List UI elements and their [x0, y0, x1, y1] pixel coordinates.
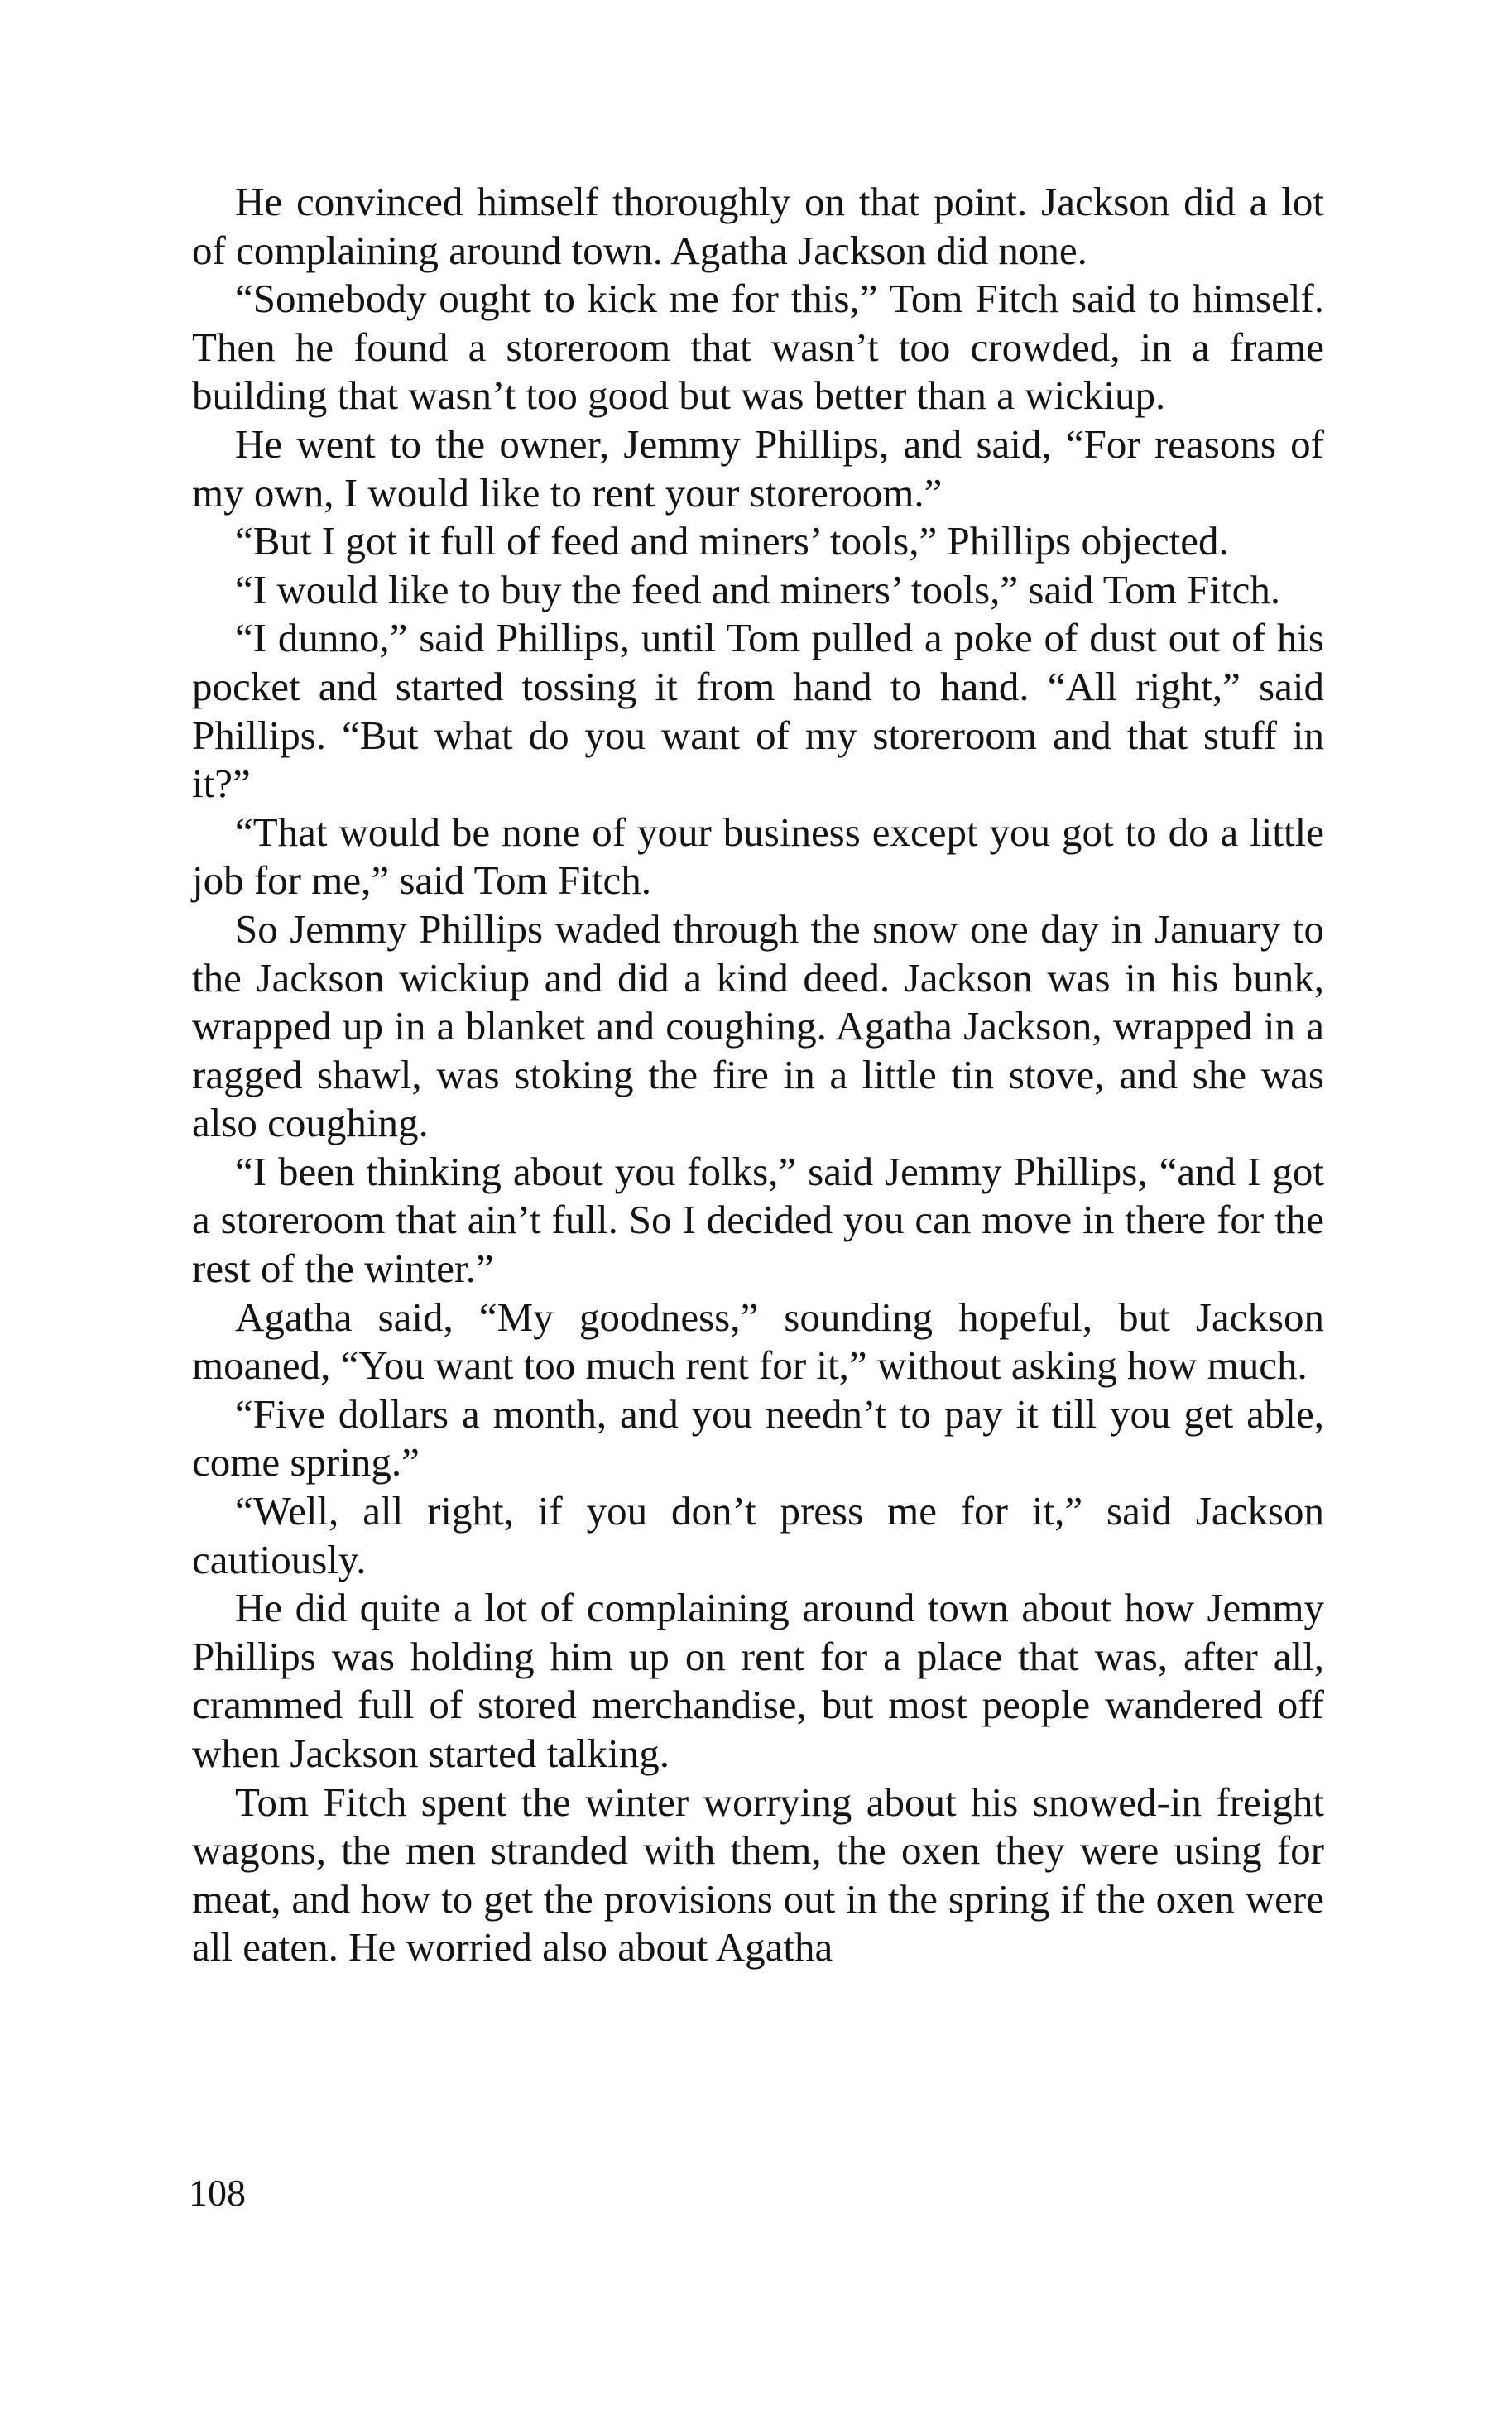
paragraph-7: “That would be none of your business except you got to do a little job for me,” said Tom Fitch. — [192, 809, 1324, 904]
paragraph-11: “Five dollars a month, and you needn’t to pay it till you get able, come spring.” — [192, 1390, 1324, 1486]
paragraph-9: “I been thinking about you folks,” said Jemmy Phillips, “and I got a storeroom that ain’t full. So I decided you can move in there for the rest of the winter.” — [192, 1148, 1324, 1292]
paragraph-5: “I would like to buy the feed and miners’ tools,” said Tom Fitch. — [235, 566, 1281, 612]
paragraph-13: He did quite a lot of complaining around town about how Jemmy Phillips was holding him up on rent for a place that was, after all, crammed full of stored merchandise, but most people wandered off when Jackson started talking. — [192, 1585, 1324, 1776]
paragraph-4: “But I got it full of feed and miners’ tools,” Phillips objected. — [235, 518, 1229, 564]
paragraph-8: So Jemmy Phillips waded through the snow one day in January to the Jackson wickiup and did a kind deed. Jackson was in his bunk, wrapped up in a blanket and coughing. Agatha Jackson, wrapped in a ragged shawl, was stoking the fire in a little tin stove, and she was also coughing. — [192, 905, 1324, 1146]
body-text — [192, 178, 1324, 1972]
paragraph-12: “Well, all right, if you don’t press me for it,” said Jackson cautiously. — [192, 1488, 1324, 1582]
paragraph-2: “Somebody ought to kick me for this,” Tom Fitch said to himself. Then he found a storeroom that wasn’t too crowded, in a frame building that wasn’t too good but was better than a wickiup. — [192, 276, 1324, 419]
paragraph-1: He convinced himself thoroughly on that point. Jackson did a lot of complaining around town. Agatha Jackson did none. — [192, 179, 1324, 273]
page-number: 108 — [189, 2172, 246, 2214]
paragraph-14: Tom Fitch spent the winter worrying about his snowed-in freight wagons, the men stranded with them, the oxen they were using for meat, and how to get the provisions out in the spring if the oxen were all eaten. He worried also about Agatha — [192, 1779, 1324, 1971]
paragraph-6: “I dunno,” said Phillips, until Tom pulled a poke of dust out of his pocket and started tossing it from hand to hand. “All right,” said Phillips. “But what do you want of my storeroom and that stuff in it?” — [192, 615, 1324, 807]
paragraph-3: He went to the owner, Jemmy Phillips, and said, “For reasons of my own, I would like to rent your storeroom.” — [192, 420, 1324, 516]
paragraph-10: Agatha said, “My goodness,” sounding hopeful, but Jackson moaned, “You want too much rent for it,” without asking how much. — [192, 1294, 1324, 1389]
